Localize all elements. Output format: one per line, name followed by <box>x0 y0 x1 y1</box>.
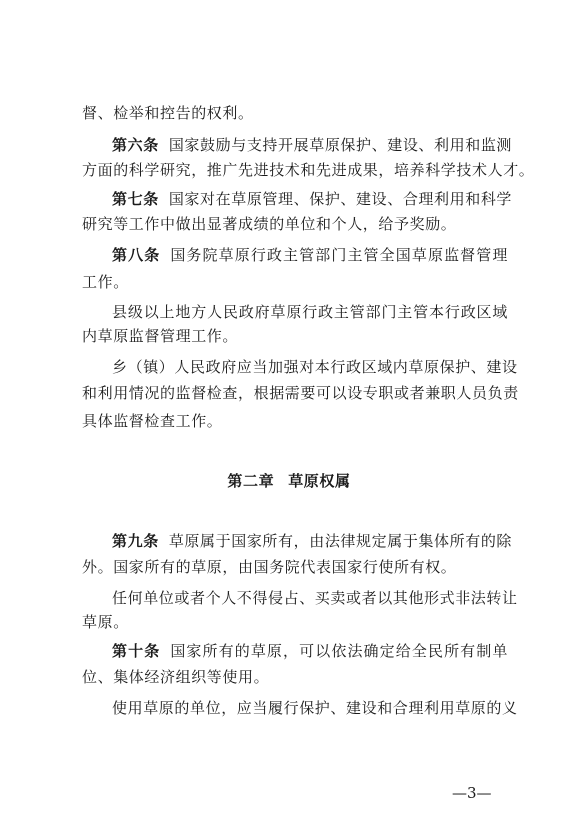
article-label: 第八条 <box>112 246 161 264</box>
article-label: 第九条 <box>112 532 159 550</box>
article-label: 第十条 <box>112 642 161 660</box>
text-line: 任何单位或者个人不得侵占、买卖或者以其他形式非法转让 <box>112 589 518 607</box>
article-7-first-line <box>112 189 513 209</box>
chapter-title: 草原权属 <box>288 472 351 490</box>
text-span: 国家对在草原管理、保护、建设、合理利用和科学 <box>168 190 513 208</box>
text-line: 位、集体经济组织等使用。 <box>82 668 270 686</box>
text-line: 和利用情况的监督检查，根据需要可以设专职或者兼职人员负责 <box>82 384 519 402</box>
text-line: 草原。 <box>82 613 129 631</box>
article-8-first-line <box>112 245 508 265</box>
text-line: 内草原监督管理工作。 <box>82 327 239 345</box>
page-number: —3— <box>452 784 492 802</box>
text-line: 督、检举和控告的权利。 <box>82 104 254 122</box>
text-line: 研究等工作中做出显著成绩的单位和个人，给予奖励。 <box>82 215 457 233</box>
article-label: 第七条 <box>112 190 159 208</box>
text-line: 工作。 <box>82 273 129 291</box>
text-line: 使用草原的单位，应当履行保护、建设和合理利用草原的义 <box>112 699 518 717</box>
text-line: 方面的科学研究，推广先进技术和先进成果，培养科学技术人才。 <box>82 161 535 179</box>
text-span: 国家鼓励与支持开展草原保护、建设、利用和监测 <box>168 136 513 154</box>
text-line: 县级以上地方人民政府草原行政主管部门主管本行政区域 <box>112 303 508 321</box>
text-span: 国务院草原行政主管部门主管全国草原监督管理 <box>170 246 508 264</box>
text-span: 国家所有的草原，可以依法确定给全民所有制单 <box>170 642 508 660</box>
article-6-first-line <box>112 135 513 155</box>
text-line: 乡（镇）人民政府应当加强对本行政区域内草原保护、建设 <box>112 358 518 376</box>
text-line: 具体监督检查工作。 <box>82 412 223 430</box>
article-9-first-line <box>112 531 513 551</box>
chapter-heading <box>0 470 578 492</box>
article-label: 第六条 <box>112 136 159 154</box>
text-line: 外。国家所有的草原，由国务院代表国家行使所有权。 <box>82 558 457 576</box>
chapter-number: 第二章 <box>227 472 275 490</box>
text-span: 草原属于国家所有，由法律规定属于集体所有的除 <box>168 532 513 550</box>
article-10-first-line <box>112 641 508 661</box>
